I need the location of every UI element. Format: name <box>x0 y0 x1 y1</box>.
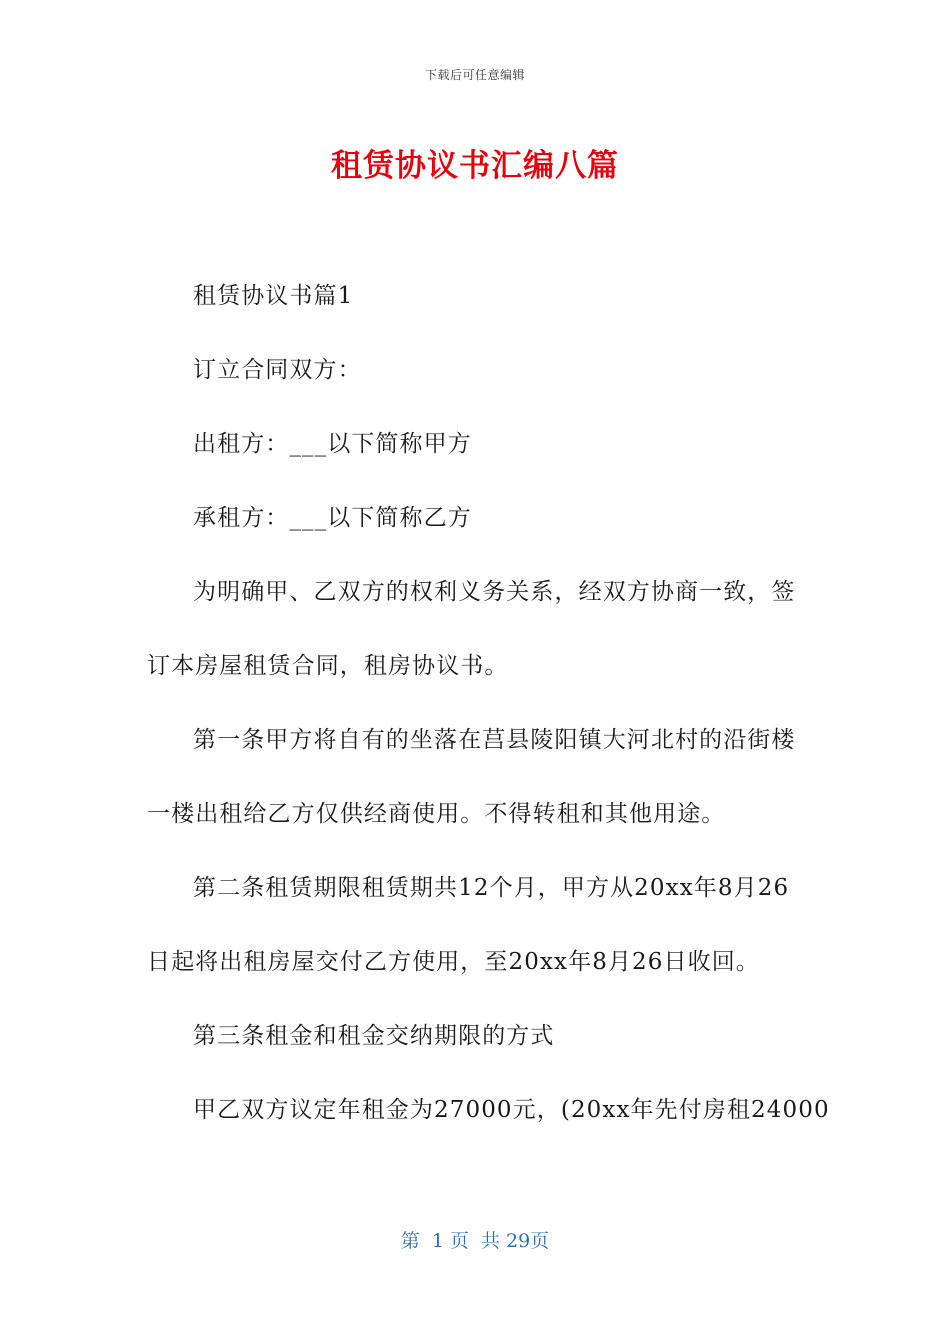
paragraph-line: 订立合同双方： <box>193 357 362 383</box>
section-heading: 租赁协议书篇1 <box>193 283 354 309</box>
paragraph-line: 出租方：___以下简称甲方 <box>193 431 472 457</box>
paragraph-line: 订本房屋租赁合同，租房协议书。 <box>147 653 509 679</box>
page-number-footer: 第 1 页 共 29页 <box>400 1230 550 1252</box>
paragraph-line: 第三条租金和租金交纳期限的方式 <box>193 1023 555 1049</box>
paragraph-line: 为明确甲、乙双方的权利义务关系，经双方协商一致，签 <box>193 579 796 605</box>
paragraph-line: 日起将出租房屋交付乙方使用，至20xx年8月26日收回。 <box>147 949 760 975</box>
paragraph-line: 第二条租赁期限租赁期共12个月，甲方从20xx年8月26 <box>193 875 790 901</box>
paragraph-line: 一楼出租给乙方仅供经商使用。不得转租和其他用途。 <box>147 801 726 827</box>
header-note: 下载后可任意编辑 <box>424 68 525 82</box>
paragraph-line: 承租方：___以下简称乙方 <box>193 505 472 531</box>
document-title: 租赁协议书汇编八篇 <box>331 148 619 184</box>
paragraph-line: 甲乙双方议定年租金为27000元，(20xx年先付房租24000 <box>193 1097 830 1123</box>
paragraph-line: 第一条甲方将自有的坐落在莒县陵阳镇大河北村的沿街楼 <box>193 727 796 753</box>
